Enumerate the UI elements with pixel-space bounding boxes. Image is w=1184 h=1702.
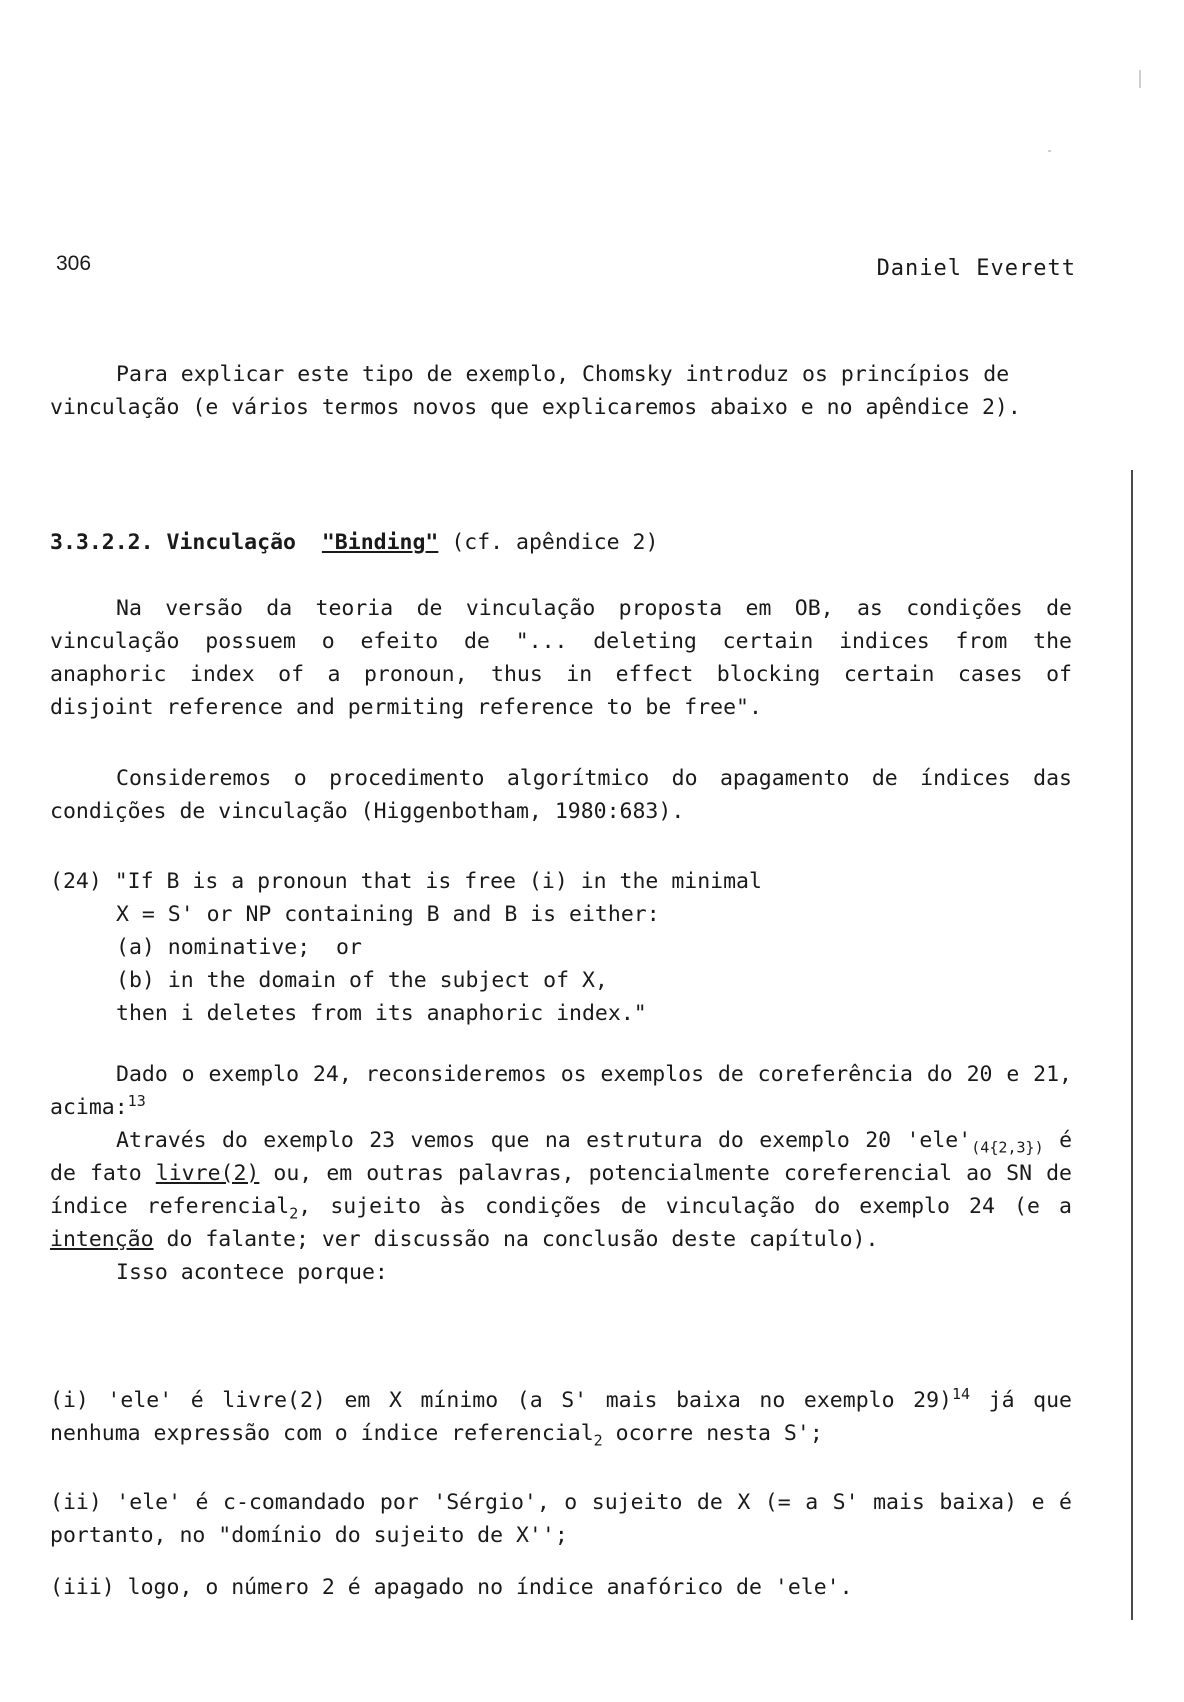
item-i-part: ocorre nesta S'; [602,1421,823,1446]
item-ii-text: (ii) 'ele' é c-comandado por 'Sérgio', o sujeito de X (= a S' mais baixa) e é portanto, no "domínio do sujeito de X''; [50,1490,1072,1548]
coreference-text: ou, em outras palavras, potencialmente coreferencial ao SN de índice referencial [50,1161,1072,1219]
subscript-2: 2 [593,1431,603,1450]
example-24-line: (a) nominative; or [116,935,362,960]
footnote-ref-14: 14 [951,1384,971,1403]
item-ii [50,1486,1072,1552]
paragraph-coreference-body [50,1124,1072,1256]
paragraph-coreference-last: Isso acontece porque: [116,1260,388,1285]
item-i-text [50,1384,1072,1450]
page-header [56,252,1076,282]
paragraph-binding-theory [50,592,1072,724]
footnote-ref-13: 13 [127,1091,146,1110]
paragraph-intro-line1: Para explicar este tipo de exemplo, Chomsky introduz os princípios de [116,362,1010,387]
example-24-line: then i deletes from its anaphoric index." [116,1001,647,1026]
item-iii [50,1571,1072,1604]
item-i-part: já que nenhuma expressão com o índice referencial [50,1388,1072,1446]
section-heading [50,526,1072,559]
paragraph-coreference-lead [50,1058,1072,1124]
paragraph-algorithm [50,762,1072,828]
coreference-text: Dado o exemplo 24, reconsideremos os exemplos de coreferência do 20 e 21, acima: [50,1062,1072,1120]
example-24-line: X = S' or NP containing B and B is either: [116,902,660,927]
coreference-text: , sujeito às condições de vinculação do exemplo 24 (e a [298,1194,1072,1219]
example-24-line: (24) "If B is a pronoun that is free (i) in the minimal [50,869,762,894]
coreference-text: é de fato [50,1128,1073,1186]
subscript-2: 2 [289,1204,299,1223]
paragraph-intro-line2: vinculação (e vários termos novos que explicaremos abaixo e no apêndice 2). [50,395,1021,420]
term-intencao: intenção [50,1227,154,1252]
section-title: Vinculação [166,530,296,555]
coreference-text: do falante; ver discussão na conclusão deste capítulo). [153,1227,879,1252]
section-note: (cf. apêndice 2) [451,530,659,555]
paragraph-binding-theory-text: Na versão da teoria de vinculação proposta em OB, as condições de vinculação possuem o efeito de "... deleting certain indices from the anaphoric index of a pronoun, thus in effect blocking certain cases of disjoint reference and permiting reference to be free". [50,596,1072,720]
index-label: (4{2,3}) [971,1138,1044,1157]
item-i [50,1384,1072,1450]
scan-speck [1048,150,1051,152]
item-iii-text: (iii) logo, o número 2 é apagado no índice anafórico de 'ele'. [50,1575,853,1600]
scan-speck [1139,70,1141,88]
page-number: 306 [56,252,92,275]
margin-rule [1131,470,1133,1620]
paragraph-algorithm-text: Consideremos o procedimento algorítmico do apagamento de índices das condições de vinculação (Higgenbotham, 1980:683). [50,766,1072,824]
section-term: "Binding" [321,530,439,555]
paragraph-intro [50,358,1072,424]
item-i-part: (i) 'ele' é livre(2) em X mínimo (a S' mais baixa no exemplo 29) [50,1388,952,1413]
running-head-author: Daniel Everett [876,256,1076,281]
section-number: 3.3.2.2. [50,530,154,555]
coreference-text: Através do exemplo 23 vemos que na estrutura do exemplo 20 'ele' [116,1128,972,1153]
paragraph-coreference [50,1058,1072,1289]
term-livre: livre(2) [155,1161,260,1186]
example-24 [50,865,1072,1030]
example-24-line: (b) in the domain of the subject of X, [116,968,608,993]
